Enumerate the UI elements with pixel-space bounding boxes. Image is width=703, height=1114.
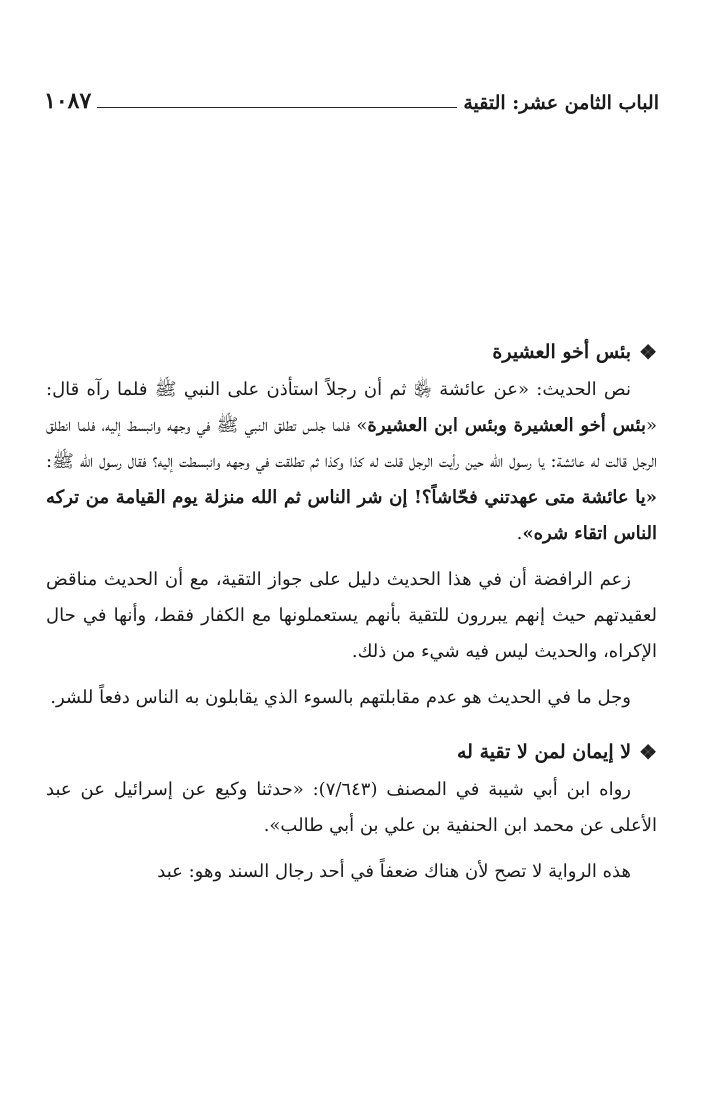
- page-header: [44, 86, 659, 114]
- page-body: [46, 334, 657, 900]
- hadith-mid: » فلما جلس تطلق النبي ﷺ في وجهه وانبسط إليه، فلما انطلق الرجل قالت له عائشة: يا رسول الله حين رأيت الرجل قلت له كذا وكذا ثم تطلقت في وجهه وانبسطت إليه؟ فقال رسول الله ﷺ:: [46, 415, 657, 472]
- hadith-tail: .: [516, 523, 523, 544]
- page-number: ١٠٨٧: [44, 88, 92, 114]
- ornament-icon: ❖: [639, 340, 657, 364]
- hadith-text: [46, 372, 657, 552]
- chapter-title: الباب الثامن عشر: التقية: [463, 92, 659, 114]
- section-title-1: بئس أخو العشيرة: [492, 341, 632, 363]
- hadith-quote-2: «يا عائشة متى عهدتني فحّاشاً؟! إن شر الناس ثم الله منزلة يوم القيامة من تركه الناس اتقاء شره»: [46, 487, 657, 544]
- hadith-lead: نص الحديث: «عن عائشة ﵂ ثم أن رجلاً استأذن على النبي ﷺ فلما رآه قال: «: [46, 379, 657, 436]
- header-rule: [97, 107, 457, 108]
- section-title-2: لا إيمان لمن لا تقية له: [456, 741, 632, 763]
- paragraph-narration: رواه ابن أبي شيبة في المصنف (٧/٦٤٣): «حدثنا وكيع عن إسرائيل عن عبد الأعلى عن محمد ابن الحنفية بن علي بن أبي طالب».: [46, 779, 657, 836]
- paragraph-claim: زعم الرافضة أن في هذا الحديث دليل على جواز التقية، مع أن الحديث مناقض لعقيدتهم حيث إنهم يبررون للتقية بأنهم يستعملونها مع الكفار فقط، وأنها في حال الإكراه، والحديث ليس فيه شيء من ذلك.: [46, 569, 657, 662]
- paragraph-conclusion: وجل ما في الحديث هو عدم مقابلتهم بالسوء الذي يقابلون به الناس دفعاً للشر.: [50, 687, 631, 708]
- section-heading-1: [46, 334, 657, 370]
- ornament-icon: ❖: [639, 740, 657, 764]
- hadith-quote-1: بئس أخو العشيرة وبئس ابن العشيرة: [367, 415, 646, 436]
- paragraph-weakness: هذه الرواية لا تصح لأن هناك ضعفاً في أحد رجال السند وهو: عبد: [157, 861, 631, 882]
- section-heading-2: [46, 734, 657, 770]
